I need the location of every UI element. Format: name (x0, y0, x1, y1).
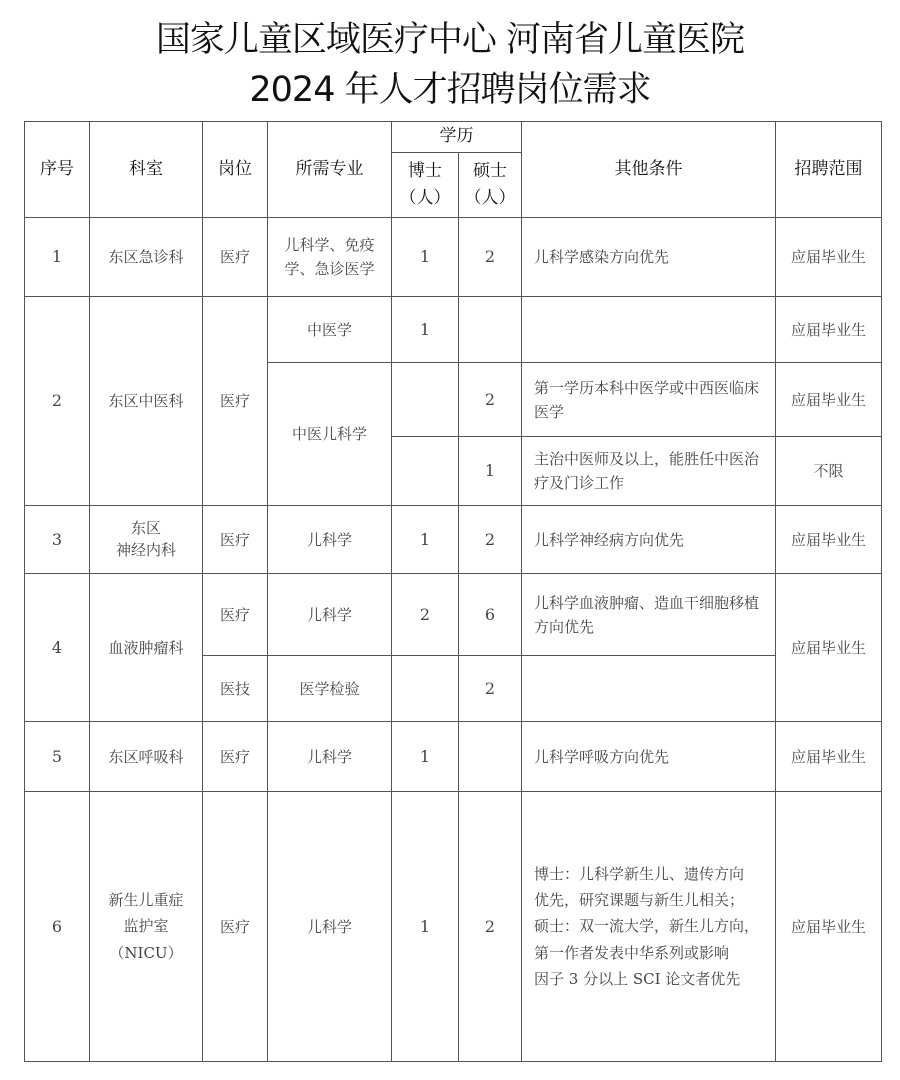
other-line: 第一作者发表中华系列或影响 (534, 943, 730, 962)
cell-scope: 不限 (776, 437, 882, 506)
header-phd (392, 153, 459, 218)
cell-scope: 应届毕业生 (776, 506, 882, 574)
header-master-label: 硕士 (473, 160, 507, 181)
cell-major: 儿科学 (268, 792, 392, 1062)
header-department: 科室 (90, 122, 203, 218)
cell-major: 医学检验 (268, 656, 392, 722)
cell-other: 儿科学神经病方向优先 (522, 506, 776, 574)
document-title-line2: 2024 年人才招聘岗位需求 (249, 70, 651, 110)
table-row (25, 574, 882, 656)
cell-index: 6 (25, 792, 90, 1062)
cell-other (522, 792, 776, 1062)
cell-master: 6 (459, 574, 522, 656)
cell-position: 医疗 (203, 574, 268, 656)
cell-index: 2 (25, 297, 90, 506)
cell-department (90, 506, 203, 574)
cell-other: 儿科学感染方向优先 (522, 218, 776, 297)
cell-master: 2 (459, 656, 522, 722)
header-phd-label: 博士 (408, 160, 442, 181)
header-position: 岗位 (203, 122, 268, 218)
cell-master: 2 (459, 218, 522, 297)
department-line: 神经内科 (115, 540, 176, 559)
cell-scope: 应届毕业生 (776, 297, 882, 363)
cell-scope: 应届毕业生 (776, 574, 882, 722)
cell-master: 2 (459, 363, 522, 437)
header-master (459, 153, 522, 218)
cell-position: 医技 (203, 656, 268, 722)
cell-department (90, 792, 203, 1062)
cell-position: 医疗 (203, 297, 268, 506)
cell-position: 医疗 (203, 218, 268, 297)
cell-department: 东区呼吸科 (90, 722, 203, 792)
cell-other: 儿科学呼吸方向优先 (522, 722, 776, 792)
header-row (25, 122, 882, 153)
cell-other (522, 656, 776, 722)
cell-master: 1 (459, 437, 522, 506)
cell-phd: 1 (392, 722, 459, 792)
cell-phd: 1 (392, 506, 459, 574)
cell-master: 2 (459, 506, 522, 574)
department-line: 监护室 (123, 917, 169, 936)
department-line: 新生儿重症 (108, 891, 184, 910)
other-line: 硕士：双一流大学，新生儿方向， (534, 917, 760, 936)
cell-major: 儿科学 (268, 574, 392, 656)
department-line: 东区 (130, 518, 161, 537)
cell-major: 儿科学、免疫学、急诊医学 (268, 218, 392, 297)
other-line: 优先，研究课题与新生儿相关； (534, 891, 745, 910)
cell-position: 医疗 (203, 722, 268, 792)
document-title-line1: 国家儿童区域医疗中心 河南省儿童医院 (155, 20, 745, 60)
cell-department: 血液肿瘤科 (90, 574, 203, 722)
cell-scope: 应届毕业生 (776, 218, 882, 297)
cell-phd (392, 437, 459, 506)
header-education: 学历 (392, 122, 522, 153)
cell-scope: 应届毕业生 (776, 363, 882, 437)
cell-department: 东区急诊科 (90, 218, 203, 297)
cell-index: 3 (25, 506, 90, 574)
cell-position: 医疗 (203, 506, 268, 574)
cell-index: 5 (25, 722, 90, 792)
cell-index: 1 (25, 218, 90, 297)
cell-major: 儿科学 (268, 506, 392, 574)
department-line: （NICU） (109, 943, 183, 962)
header-scope: 招聘范围 (776, 122, 882, 218)
cell-index: 4 (25, 574, 90, 722)
cell-other (522, 297, 776, 363)
other-line: 博士：儿科学新生儿、遗传方向 (534, 864, 745, 883)
table-row (25, 218, 882, 297)
cell-major: 儿科学 (268, 722, 392, 792)
cell-other: 主治中医师及以上，能胜任中医治疗及门诊工作 (522, 437, 776, 506)
cell-scope: 应届毕业生 (776, 792, 882, 1062)
cell-major: 中医儿科学 (268, 363, 392, 506)
cell-phd: 1 (392, 218, 459, 297)
cell-phd (392, 363, 459, 437)
table-row (25, 722, 882, 792)
cell-phd: 2 (392, 574, 459, 656)
table-row (25, 506, 882, 574)
table-row (25, 297, 882, 363)
cell-scope: 应届毕业生 (776, 722, 882, 792)
cell-master: 2 (459, 792, 522, 1062)
cell-other: 儿科学血液肿瘤、造血干细胞移植方向优先 (522, 574, 776, 656)
cell-department: 东区中医科 (90, 297, 203, 506)
table-row (25, 792, 882, 1062)
header-other: 其他条件 (522, 122, 776, 218)
cell-phd (392, 656, 459, 722)
cell-phd: 1 (392, 297, 459, 363)
recruitment-table (24, 121, 882, 1062)
header-master-unit: （人） (464, 188, 516, 208)
cell-phd: 1 (392, 792, 459, 1062)
cell-master (459, 297, 522, 363)
header-index: 序号 (25, 122, 90, 218)
cell-position: 医疗 (203, 792, 268, 1062)
header-phd-unit: （人） (399, 188, 451, 208)
cell-major: 中医学 (268, 297, 392, 363)
other-line: 因子 3 分以上 SCI 论文者优先 (534, 969, 741, 988)
cell-other: 第一学历本科中医学或中西医临床医学 (522, 363, 776, 437)
cell-master (459, 722, 522, 792)
header-major: 所需专业 (268, 122, 392, 218)
